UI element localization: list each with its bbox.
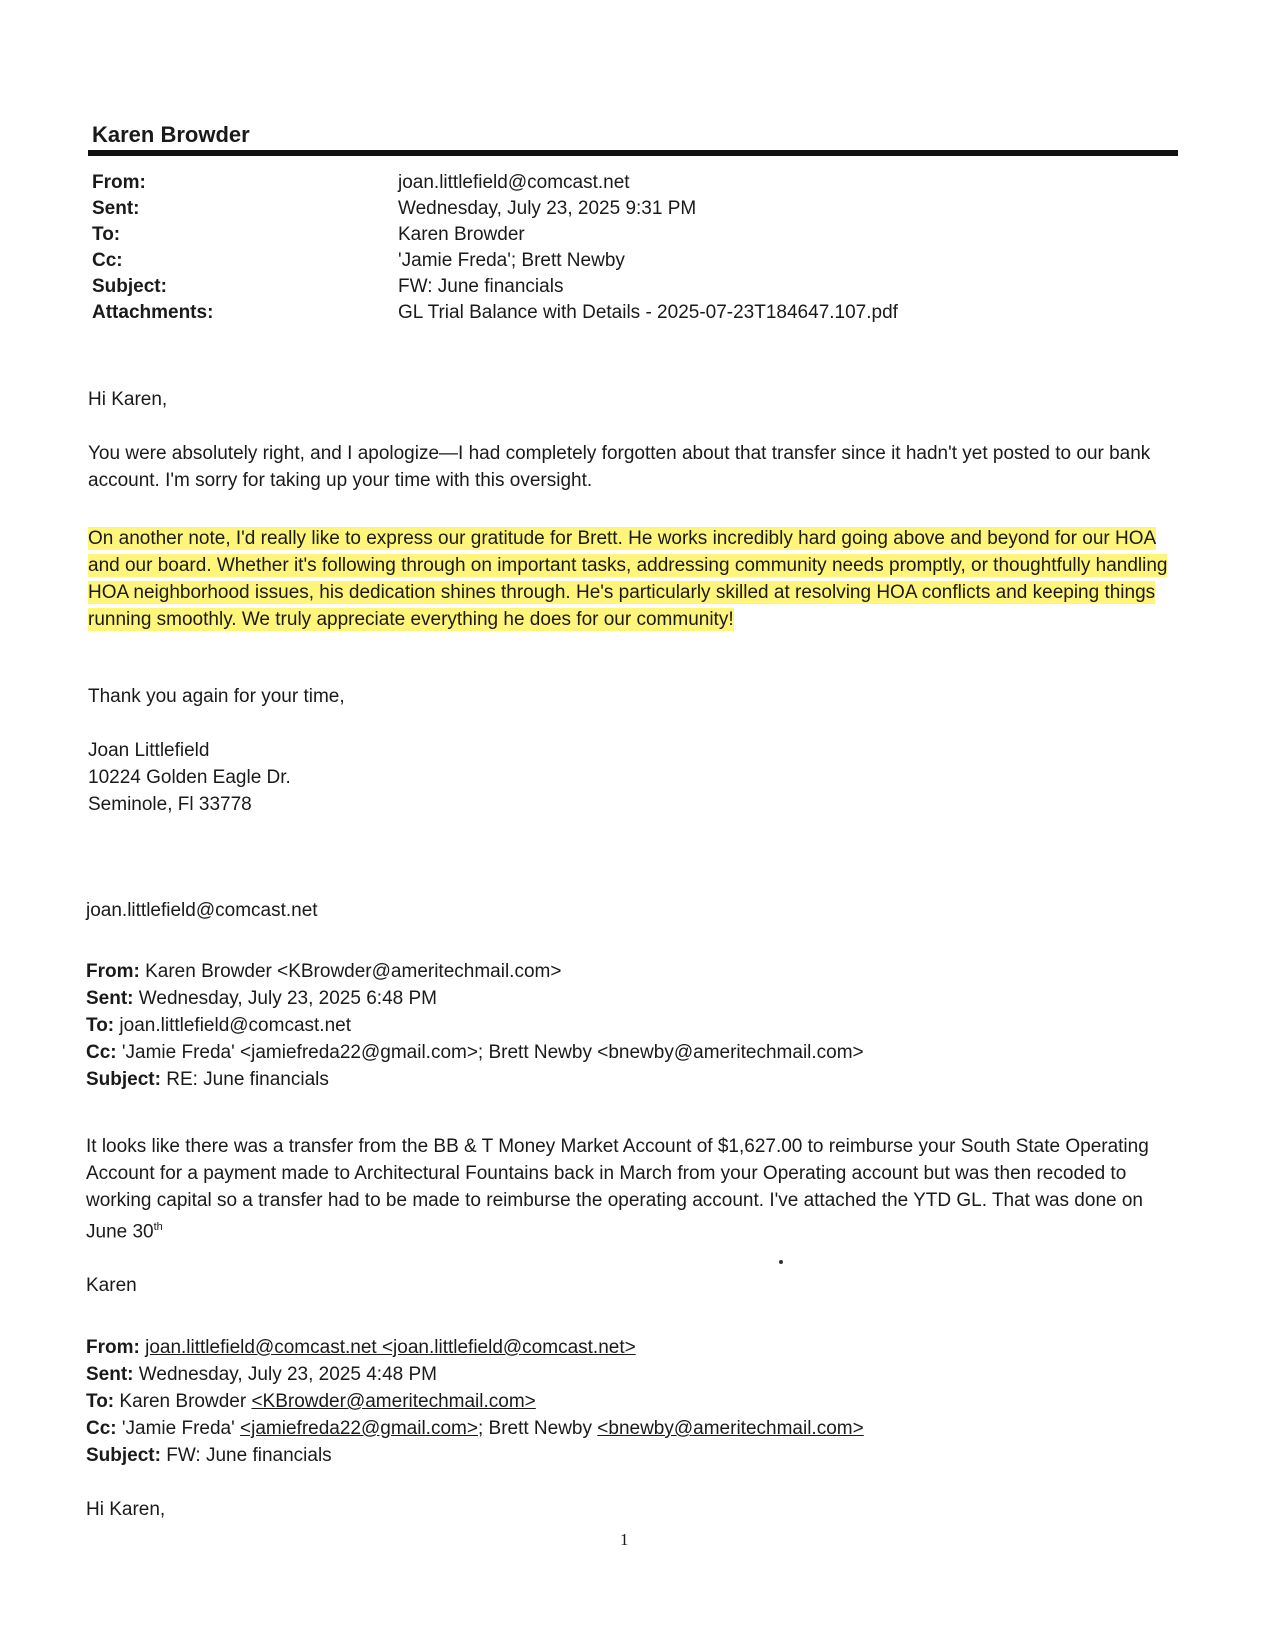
body-apology-paragraph: You were absolutely right, and I apologize—I had completely forgotten about that transfer since it hadn't yet posted to our bank account. I'm sorry for taking up your time with this oversight. <box>88 443 1151 491</box>
quoted2-greeting: Hi Karen, <box>86 1499 166 1520</box>
quoted2-to-email-link[interactable]: <KBrowder@ameritechmail.com> <box>251 1391 536 1412</box>
document-owner-name: Karen Browder <box>92 122 250 147</box>
signature-name: Joan Littlefield <box>88 740 210 761</box>
body-greeting: Hi Karen, <box>88 389 168 410</box>
quoted2-to-label: To: <box>86 1391 115 1412</box>
quoted2-subject-row <box>86 1442 332 1469</box>
quoted2-cc-row <box>86 1415 864 1442</box>
quoted2-sent-row <box>86 1361 437 1388</box>
header-subject-label: Subject: <box>92 276 167 297</box>
header-to-value: Karen Browder <box>398 224 525 245</box>
body-gratitude-paragraph <box>88 525 1178 633</box>
page-number: 1 <box>620 1530 629 1549</box>
quoted1-message <box>86 1133 1156 1245</box>
quoted2-cc-name2: Brett Newby <box>488 1418 592 1439</box>
highlighted-gratitude-text: On another note, I'd really like to express our gratitude for Brett. He works incredibly hard going above and beyond for our HOA and our board. Whether it's following through on important tasks, addressing community needs promptly, or thoughtfully handling HOA neighborhood issues, his dedication shines through. He's particularly skilled at resolving HOA conflicts and keeping things running smoothly. We truly appreciate everything he does for our community! <box>88 528 1168 630</box>
signature-city: Seminole, Fl 33778 <box>88 794 252 815</box>
quoted1-from-label: From: <box>86 961 140 982</box>
quoted1-to-row <box>86 1012 351 1039</box>
quoted1-from-value: Karen Browder <KBrowder@ameritechmail.com> <box>145 961 562 982</box>
header-from-row <box>92 170 1172 196</box>
quoted2-cc-label: Cc: <box>86 1418 117 1439</box>
quoted2-to-row <box>86 1388 536 1415</box>
quoted2-sent-label: Sent: <box>86 1364 134 1385</box>
quoted1-subject-label: Subject: <box>86 1069 161 1090</box>
header-cc-label: Cc: <box>92 250 123 271</box>
quoted2-cc-name1: 'Jamie Freda' <box>121 1418 235 1439</box>
header-sent-label: Sent: <box>92 198 140 219</box>
header-sent-value: Wednesday, July 23, 2025 9:31 PM <box>398 198 697 219</box>
header-attachments-label: Attachments: <box>92 302 214 323</box>
quoted2-from-value[interactable]: joan.littlefield@comcast.net <joan.littlefield@comcast.net> <box>145 1337 636 1358</box>
header-cc-row <box>92 248 1172 274</box>
header-to-row <box>92 222 1172 248</box>
quoted1-cc-row <box>86 1039 864 1066</box>
quoted1-signoff: Karen <box>86 1275 137 1296</box>
quoted2-subject-value: FW: June financials <box>166 1445 332 1466</box>
quoted1-cc-label: Cc: <box>86 1042 117 1063</box>
quoted1-sent-value: Wednesday, July 23, 2025 6:48 PM <box>138 988 437 1009</box>
quoted2-to-name: Karen Browder <box>119 1391 247 1412</box>
header-sent-row <box>92 196 1172 222</box>
scan-speck <box>779 1260 783 1264</box>
header-from-label: From: <box>92 172 146 193</box>
quoted2-subject-label: Subject: <box>86 1445 161 1466</box>
header-subject-value: FW: June financials <box>398 276 564 297</box>
header-to-label: To: <box>92 224 121 245</box>
quoted2-from-row <box>86 1334 636 1361</box>
sender-email: joan.littlefield@comcast.net <box>86 900 318 921</box>
quoted2-cc-email2-link[interactable]: <bnewby@ameritechmail.com> <box>597 1418 864 1439</box>
quoted2-cc-email1-link[interactable]: <jamiefreda22@gmail.com>; <box>240 1418 484 1439</box>
quoted1-subject-value: RE: June financials <box>166 1069 329 1090</box>
quoted1-message-text: It looks like there was a transfer from the BB & T Money Market Account of $1,627.00 to reimburse your South State Operating Account for a payment made to Architectural Fountains back in March from your Operating account but was then recoded to working capital so a transfer had to be made to reimburse the operating account. I've attached the YTD GL. That was done on June 30 <box>86 1136 1149 1243</box>
body-closing: Thank you again for your time, <box>88 686 345 707</box>
header-divider <box>88 150 1178 156</box>
header-attachments-row <box>92 300 1172 326</box>
header-from-value: joan.littlefield@comcast.net <box>398 172 630 193</box>
quoted1-cc-value: 'Jamie Freda' <jamiefreda22@gmail.com>; Brett Newby <bnewby@ameritechmail.com> <box>121 1042 864 1063</box>
quoted2-sent-value: Wednesday, July 23, 2025 4:48 PM <box>138 1364 437 1385</box>
quoted1-to-value: joan.littlefield@comcast.net <box>119 1015 351 1036</box>
quoted1-from-row <box>86 958 561 985</box>
quoted1-sent-row <box>86 985 437 1012</box>
quoted1-subject-row <box>86 1066 329 1093</box>
header-attachments-value: GL Trial Balance with Details - 2025-07-23T184647.107.pdf <box>398 302 898 323</box>
quoted1-sent-label: Sent: <box>86 988 134 1009</box>
header-cc-value: 'Jamie Freda'; Brett Newby <box>398 250 625 271</box>
quoted2-from-label: From: <box>86 1337 140 1358</box>
header-subject-row <box>92 274 1172 300</box>
signature-street: 10224 Golden Eagle Dr. <box>88 767 291 788</box>
quoted1-message-superscript: th <box>153 1221 163 1233</box>
quoted1-to-label: To: <box>86 1015 115 1036</box>
